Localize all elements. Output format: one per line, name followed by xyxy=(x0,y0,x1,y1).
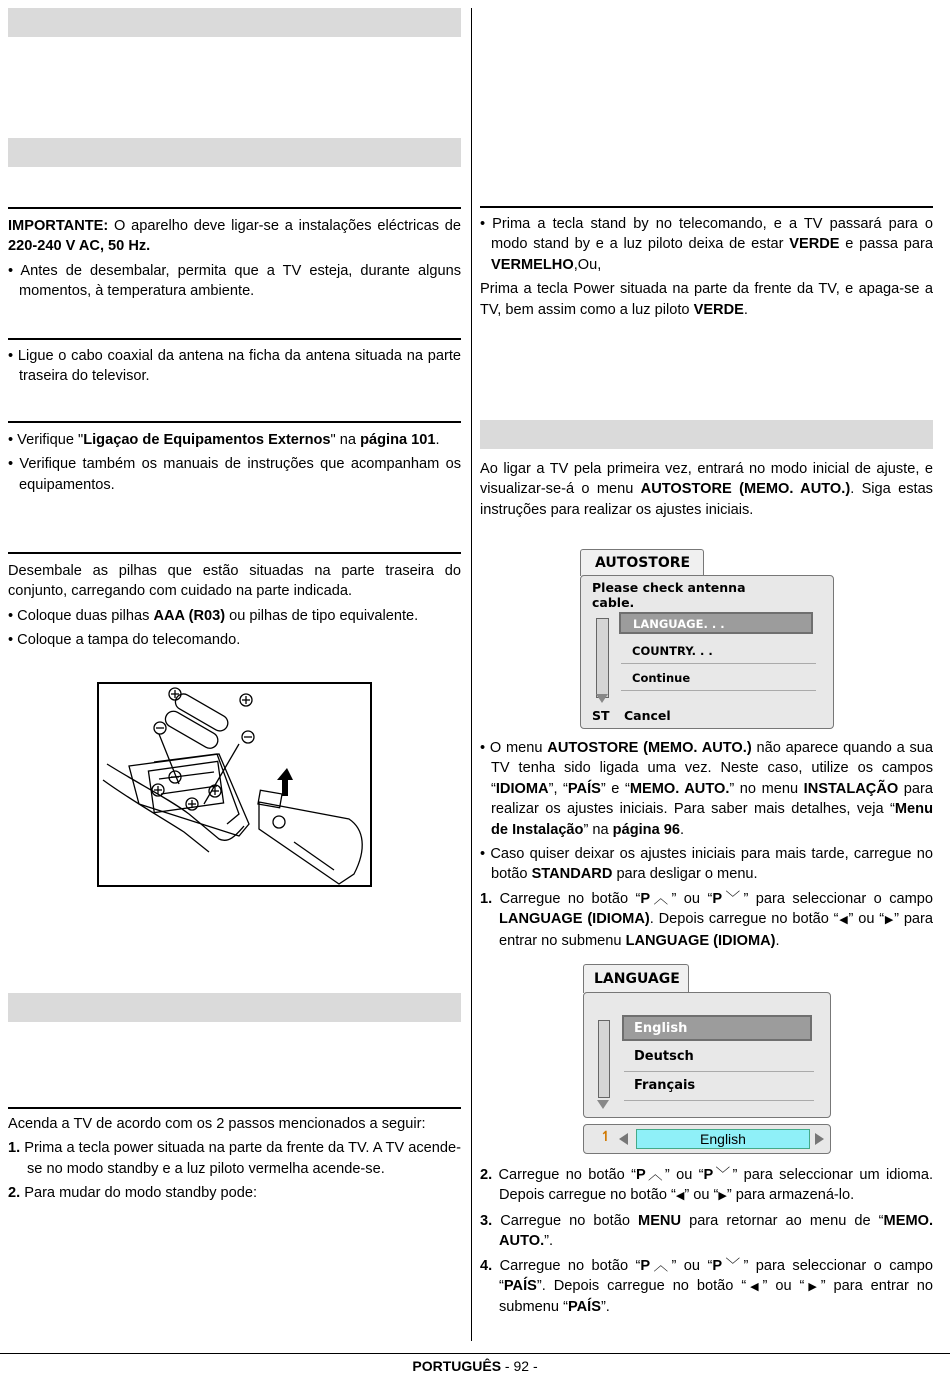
text: Prima a tecla Power situada na parte da frente da TV, e apaga-se a TV, bem assim como a luz piloto xyxy=(480,281,933,318)
chevron-down-icon: ﹀ xyxy=(722,890,744,907)
text: ” no menu xyxy=(729,780,804,797)
green-label: VERDE xyxy=(693,301,744,318)
text: . xyxy=(743,301,748,318)
text: • Verifique " xyxy=(8,432,84,448)
chevron-up-icon: ︿ xyxy=(650,890,672,907)
antenna-section xyxy=(8,346,461,387)
text: Ao ligar a TV pela primeira vez, entrará no modo inicial de ajuste, e visualizar-se-á o menu xyxy=(480,461,933,498)
autostore-notes xyxy=(480,738,933,951)
page-number: - 92 - xyxy=(501,1358,538,1374)
bold: INSTALAÇÃO xyxy=(803,780,899,797)
text: ” ou “ xyxy=(848,911,885,928)
red-label: VERMELHO xyxy=(491,256,574,273)
language-option-deutsch[interactable]: Deutsch xyxy=(634,1049,694,1064)
text: ”, “ xyxy=(548,780,568,797)
text: para retornar ao menu de “ xyxy=(681,1212,884,1229)
external-section xyxy=(8,430,461,495)
chevron-up-icon: ︿ xyxy=(645,1167,665,1183)
p-key: P xyxy=(703,1167,714,1183)
cancel-key[interactable]: ST xyxy=(592,708,610,723)
section-rule xyxy=(480,206,933,208)
left-arrow-icon: ◀ xyxy=(746,1281,763,1294)
text: ” para seleccionar o campo xyxy=(743,890,934,907)
text: Carregue no botão xyxy=(492,1212,639,1229)
remote-battery-drawing xyxy=(99,684,370,885)
text: ” e “ xyxy=(600,780,630,797)
left-arrow-icon[interactable] xyxy=(619,1133,628,1145)
text: e passa para xyxy=(839,236,933,253)
language-tab: LANGUAGE xyxy=(583,964,689,993)
column-divider xyxy=(471,8,472,1341)
text: . Depois carregue no botão “ xyxy=(649,911,839,928)
text: ” na xyxy=(583,821,613,838)
text: " na xyxy=(330,432,361,448)
language-panel xyxy=(583,992,831,1118)
p-key: P xyxy=(640,1257,651,1274)
first-time-section xyxy=(480,459,933,520)
standby-note xyxy=(480,214,933,275)
page-footer xyxy=(0,1358,950,1374)
menu-divider xyxy=(624,1071,814,1072)
bold: PAÍS xyxy=(503,1278,537,1295)
language-step-4 xyxy=(480,1256,933,1318)
bold: MEMO. AUTO. xyxy=(499,1212,934,1250)
language-step-3 xyxy=(480,1211,933,1252)
chevron-down-icon: ﹀ xyxy=(722,1257,744,1274)
language-step-2 xyxy=(480,1165,933,1207)
menu-divider xyxy=(624,1100,814,1101)
cancel-label[interactable]: Cancel xyxy=(624,708,671,723)
safety-section xyxy=(8,216,461,302)
text: • O menu xyxy=(480,740,548,756)
section-header-band xyxy=(8,138,461,167)
text: para realizar os ajustes iniciais. Para saber mais detalhes, veja “ xyxy=(491,780,933,818)
antenna-message: Please check antenna cable. xyxy=(592,580,746,610)
battery-cover-note: • Coloque a tampa do telecomando. xyxy=(8,632,241,649)
menu-divider xyxy=(621,690,816,691)
language-option-francais[interactable]: Français xyxy=(634,1078,696,1093)
autostore-menu xyxy=(580,549,834,731)
important-note xyxy=(8,216,461,257)
text: para desligar o menu. xyxy=(612,866,758,883)
text: • Coloque duas pilhas xyxy=(8,607,154,624)
p-key: P xyxy=(712,1257,723,1274)
power-step-2 xyxy=(8,1183,461,1203)
text: ”. xyxy=(600,1299,610,1316)
voltage-value: 220-240 V AC, 50 Hz. xyxy=(8,238,151,255)
menu-item-country[interactable]: COUNTRY. . . xyxy=(632,644,713,658)
text: ,Ou, xyxy=(573,256,602,273)
p-key: P xyxy=(712,890,723,907)
language-menu xyxy=(583,964,833,1156)
bold: PAÍS xyxy=(567,1299,601,1316)
power-off-note xyxy=(480,279,933,320)
language-status-bar xyxy=(583,1124,831,1154)
text: Carregue no botão “ xyxy=(492,1167,636,1183)
section-rule xyxy=(8,207,461,209)
language-step-1 xyxy=(480,889,933,951)
p-key: P xyxy=(635,1167,646,1183)
option-label: English xyxy=(634,1021,688,1036)
text: ” ou “ xyxy=(671,890,713,907)
external-link-text: Ligaçao de Equipamentos Externos xyxy=(83,432,331,448)
step-number: 2. xyxy=(8,1185,21,1202)
text: não aparece quando a sua TV tenha sido ligada uma vez. Neste caso, utilize os campos “ xyxy=(491,740,933,797)
later-note xyxy=(480,844,933,885)
batteries-section xyxy=(8,561,461,651)
step-text: Prima a tecla power situada na parte da frente da TV. A TV acende-se no modo standby e a luz piloto vermelha acende-se. xyxy=(20,1140,461,1177)
batteries-place xyxy=(8,606,461,626)
step-text: Para mudar do modo standby pode: xyxy=(20,1185,258,1202)
text: . xyxy=(680,821,685,838)
text: ” para entrar no submenu “ xyxy=(499,1278,934,1316)
autostore-panel xyxy=(580,575,834,729)
bold: página 96 xyxy=(612,821,680,838)
section-header-band xyxy=(8,8,461,37)
menu-item-continue[interactable]: Continue xyxy=(632,671,691,685)
bold: MEMO. AUTO. xyxy=(629,780,730,797)
menu-scrollbar[interactable] xyxy=(598,1020,610,1098)
autostore-tab: AUTOSTORE xyxy=(580,549,704,576)
green-label: VERDE xyxy=(789,236,840,253)
menu-scrollbar[interactable] xyxy=(596,618,609,698)
section-rule xyxy=(8,1107,461,1109)
language-value: English xyxy=(636,1129,810,1149)
right-arrow-icon: ▶ xyxy=(884,914,895,927)
bold: STANDARD xyxy=(531,866,613,883)
language-steps xyxy=(480,1165,933,1318)
text: . xyxy=(775,932,780,949)
important-text: O aparelho deve ligar-se a instalações eléctricas de xyxy=(108,218,461,234)
text: • Caso quiser deixar os ajustes iniciais para mais tarde, carregue no botão xyxy=(480,846,933,883)
bold: PAÍS xyxy=(567,780,601,797)
text: ” para entrar no submenu xyxy=(499,911,934,949)
footer-rule xyxy=(0,1353,950,1354)
text: ” ou “ xyxy=(671,1257,713,1274)
right-arrow-icon[interactable] xyxy=(815,1133,824,1145)
right-arrow-icon: ▶ xyxy=(718,1190,727,1203)
remote-battery-illustration xyxy=(97,682,372,887)
section-header-band xyxy=(480,420,933,449)
section-rule xyxy=(8,421,461,423)
power-intro: Acenda a TV de acordo com os 2 passos mencionados a seguir: xyxy=(8,1116,426,1132)
text: ”. xyxy=(544,1233,554,1250)
first-time-note xyxy=(480,459,933,520)
step-number: 1. xyxy=(8,1140,21,1157)
text: ” para seleccionar um idioma. Depois carregue no botão “ xyxy=(499,1167,933,1204)
manuals-note: • Verifique também os manuais de instruções que acompanham os equipamentos. xyxy=(8,456,461,493)
scroll-down-icon xyxy=(596,694,608,703)
left-arrow-icon: ◀ xyxy=(675,1190,685,1203)
menu-item-language[interactable] xyxy=(619,612,813,634)
language-option-english[interactable] xyxy=(622,1015,812,1041)
text: ” ou “ xyxy=(762,1278,805,1295)
text: ” ou “ xyxy=(684,1187,719,1204)
bold: MENU xyxy=(638,1212,682,1229)
chevron-down-icon: ﹀ xyxy=(713,1167,733,1183)
text: ” para armazená-lo. xyxy=(726,1187,855,1204)
text: . Siga estas instruções para realizar os ajustes iniciais. xyxy=(480,481,933,518)
text: ” ou “ xyxy=(664,1167,704,1183)
right-arrow-icon: ▶ xyxy=(804,1281,821,1294)
menu-divider xyxy=(621,663,816,664)
bold: LANGUAGE (IDIOMA) xyxy=(625,932,776,949)
footer-language: PORTUGUÊS xyxy=(412,1358,502,1374)
section-rule xyxy=(8,338,461,340)
power-step-1 xyxy=(8,1138,461,1179)
step-number: 3. xyxy=(480,1212,493,1229)
step-number: 1. xyxy=(480,890,493,907)
left-arrow-icon: ◀ xyxy=(838,914,849,927)
step-number: 4. xyxy=(480,1257,493,1274)
menu-name: AUTOSTORE (MEMO. AUTO.) xyxy=(640,481,851,498)
bold: LANGUAGE (IDIOMA) xyxy=(499,911,650,928)
battery-type: AAA (R03) xyxy=(153,607,226,624)
text: Carregue no botão “ xyxy=(492,1257,641,1274)
important-label: IMPORTANTE: xyxy=(8,218,109,234)
text: ou pilhas de tipo equivalente. xyxy=(225,607,419,624)
p-key: P xyxy=(640,890,651,907)
bold: IDIOMA xyxy=(495,780,549,797)
section-rule xyxy=(8,552,461,554)
antenna-note: • Ligue o cabo coaxial da antena na ficha da antena situada na parte traseira do televisor. xyxy=(8,348,461,385)
standby-section xyxy=(480,214,933,320)
text: ”. Depois carregue no botão “ xyxy=(536,1278,747,1295)
power-on-section xyxy=(8,1114,461,1204)
section-header-band xyxy=(8,993,461,1022)
chevron-up-icon: ︿ xyxy=(650,1257,672,1274)
scroll-down-icon xyxy=(597,1100,609,1109)
wrench-icon: ↿ xyxy=(600,1129,612,1145)
text: ” para seleccionar o campo “ xyxy=(499,1257,934,1295)
text: Carregue no botão “ xyxy=(492,890,641,907)
external-note xyxy=(8,430,461,450)
step-number: 2. xyxy=(480,1167,493,1183)
autostore-note xyxy=(480,738,933,840)
text: . xyxy=(435,432,440,448)
menu-item-label: LANGUAGE. . . xyxy=(633,617,725,631)
bold: Menu de Instalação xyxy=(491,801,933,838)
page-ref: página 101 xyxy=(360,432,436,448)
bold: AUTOSTORE (MEMO. AUTO.) xyxy=(547,740,752,756)
batteries-intro: Desembale as pilhas que estão situadas na parte traseira do conjunto, carregando com cuidado na parte indicada. xyxy=(8,563,461,600)
before-unpack-note: • Antes de desembalar, permita que a TV esteja, durante alguns momentos, à temperatura ambiente. xyxy=(8,262,461,300)
text: • Prima a tecla stand by no telecomando, e a TV passará para o modo stand by e a luz piloto deixa de estar xyxy=(480,216,933,253)
